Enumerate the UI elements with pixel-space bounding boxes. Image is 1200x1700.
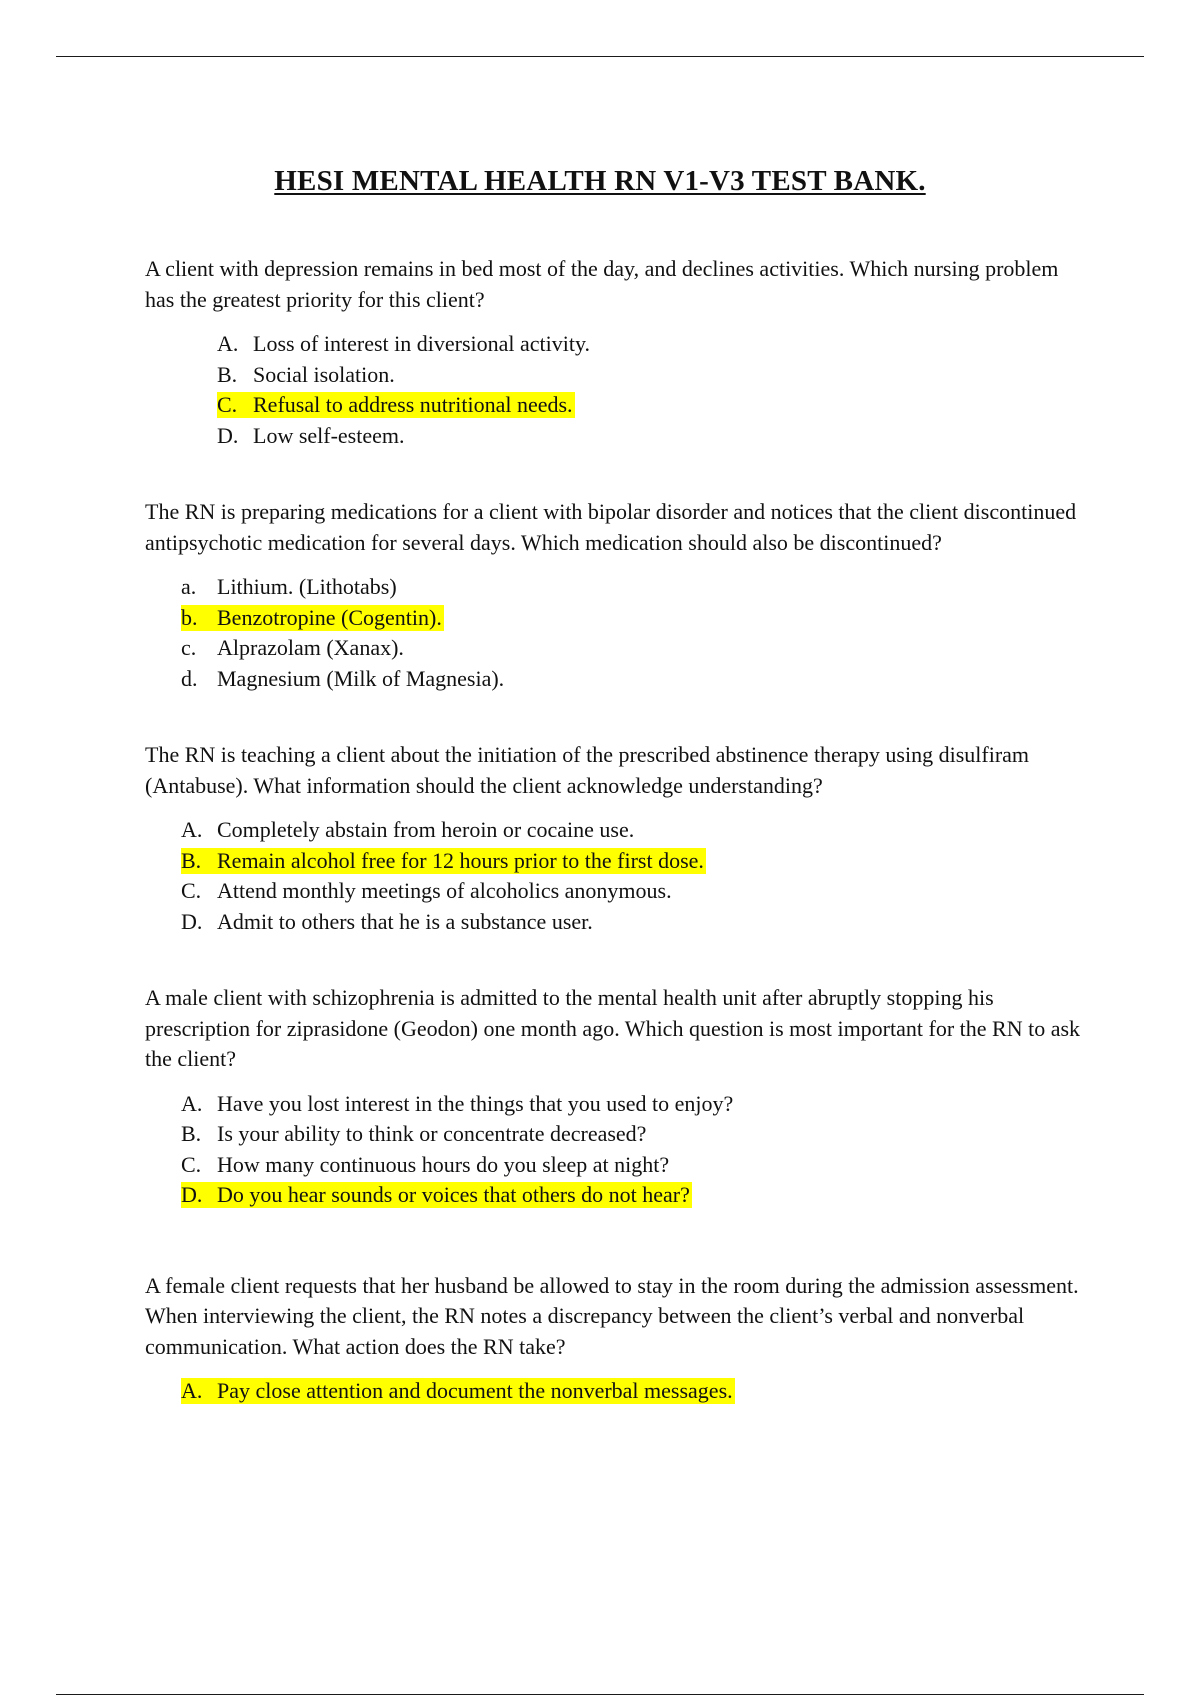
option-text: Alprazolam (Xanax). <box>217 635 404 660</box>
option-item <box>217 421 1085 452</box>
option-list <box>145 1089 1085 1211</box>
option-text: Is your ability to think or concentrate decreased? <box>217 1121 647 1146</box>
question-2 <box>145 497 1085 694</box>
option-text: Social isolation. <box>253 361 395 387</box>
option-text: Remain alcohol free for 12 hours prior to the first dose. <box>217 847 704 873</box>
option-text: How many continuous hours do you sleep at night? <box>217 1151 670 1177</box>
option-letter: c. <box>181 635 197 660</box>
option-letter: d. <box>181 665 198 691</box>
answer-highlight <box>217 392 575 418</box>
question-5 <box>145 1271 1085 1407</box>
option-item <box>181 664 1085 695</box>
question-stem: A male client with schizophrenia is admitted to the mental health unit after abruptly stopping his prescription for ziprasidone (Geodon) one month ago. Which question is most important for the RN to ask the client? <box>145 985 1081 1071</box>
option-letter: D. <box>181 908 203 934</box>
option-letter: D. <box>181 1182 203 1207</box>
option-text: Have you lost interest in the things that you used to enjoy? <box>217 1090 734 1116</box>
option-text: Completely abstain from heroin or cocaine use. <box>217 817 635 842</box>
question-3 <box>145 740 1085 937</box>
option-item <box>181 815 1085 846</box>
option-item-answer <box>217 390 1085 421</box>
question-list <box>145 254 1085 1407</box>
question-stem: The RN is teaching a client about the initiation of the prescribed abstinence therapy using disulfiram (Antabuse). What information should the client acknowledge understanding? <box>145 742 1030 798</box>
option-item-answer <box>181 1376 1085 1407</box>
option-letter: C. <box>181 1151 202 1177</box>
option-item-answer <box>181 1180 1085 1211</box>
option-item <box>181 1089 1085 1120</box>
option-text: Magnesium (Milk of Magnesia). <box>217 665 505 691</box>
option-text: Pay close attention and document the nonverbal messages. <box>217 1378 733 1403</box>
option-item <box>181 1150 1085 1181</box>
option-letter: A. <box>181 1090 203 1116</box>
option-item-answer <box>181 603 1085 634</box>
option-item <box>181 633 1085 664</box>
option-letter: A. <box>217 331 239 356</box>
option-item <box>217 329 1085 360</box>
question-4 <box>145 983 1085 1211</box>
option-list <box>145 1376 1085 1407</box>
option-text: Do you hear sounds or voices that others do not hear? <box>217 1182 690 1207</box>
option-letter: C. <box>217 392 238 417</box>
option-text: Loss of interest in diversional activity. <box>253 331 591 356</box>
option-list <box>145 572 1085 694</box>
option-item <box>181 907 1085 938</box>
option-letter: B. <box>181 847 202 873</box>
answer-highlight <box>181 1182 692 1208</box>
option-text: Low self-esteem. <box>253 422 405 448</box>
option-letter: B. <box>181 1121 202 1146</box>
option-letter: B. <box>217 361 238 387</box>
option-letter: A. <box>181 1378 203 1403</box>
option-letter: a. <box>181 574 197 599</box>
option-text: Attend monthly meetings of alcoholics anonymous. <box>217 878 672 903</box>
top-rule <box>56 56 1144 57</box>
question-stem: A client with depression remains in bed most of the day, and declines activities. Which nursing problem has the greatest priority for this client? <box>145 256 1059 312</box>
answer-highlight <box>181 848 706 874</box>
option-text: Lithium. (Lithotabs) <box>217 574 397 599</box>
option-list <box>145 815 1085 937</box>
option-item <box>181 572 1085 603</box>
question-1 <box>145 254 1085 451</box>
option-item <box>181 1119 1085 1150</box>
option-text: Refusal to address nutritional needs. <box>253 392 573 417</box>
bottom-rule <box>56 1694 1144 1695</box>
option-letter: b. <box>181 604 198 630</box>
document-title: HESI MENTAL HEALTH RN V1-V3 TEST BANK. <box>274 165 926 198</box>
question-stem: A female client requests that her husband be allowed to stay in the room during the admission assessment. When interviewing the client, the RN notes a discrepancy between the client’s verbal and nonverbal communication. What action does the RN take? <box>145 1272 1079 1359</box>
option-letter: A. <box>181 817 203 842</box>
option-item-answer <box>181 846 1085 877</box>
answer-highlight <box>181 1378 735 1404</box>
option-letter: C. <box>181 878 202 903</box>
option-item <box>217 360 1085 391</box>
question-stem: The RN is preparing medications for a client with bipolar disorder and notices that the client discontinued antipsychotic medication for several days. Which medication should also be discontinued? <box>145 499 1077 555</box>
option-text: Admit to others that he is a substance user. <box>217 908 593 934</box>
option-item <box>181 876 1085 907</box>
option-letter: D. <box>217 422 239 448</box>
option-text: Benzotropine (Cogentin). <box>217 604 442 630</box>
answer-highlight <box>181 605 444 631</box>
option-list <box>145 329 1085 451</box>
